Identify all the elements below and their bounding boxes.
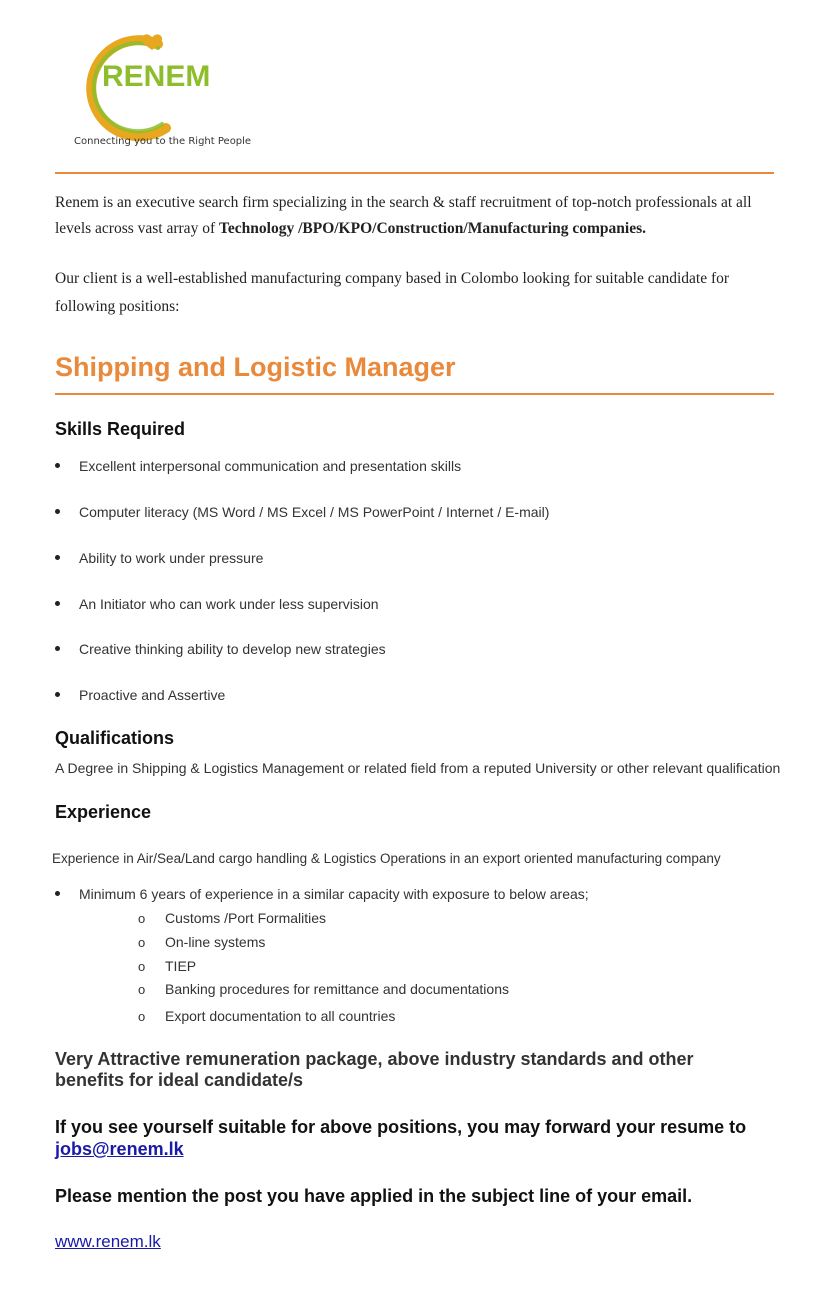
experience-text: Experience in Air/Sea/Land cargo handling & Logistics Operations in an export oriented manufacturing company [52, 851, 721, 866]
skill-text: Creative thinking ability to develop new strategies [79, 641, 386, 657]
apply-paragraph [55, 1116, 775, 1160]
bullet-icon [55, 555, 60, 560]
bullet-icon [55, 646, 60, 651]
renem-logo [70, 24, 260, 154]
job-title: Shipping and Logistic Manager [55, 352, 456, 382]
circle-bullet-icon: o [138, 911, 146, 926]
circle-bullet-icon: o [138, 959, 146, 974]
header-divider [55, 172, 774, 174]
title-divider [55, 393, 774, 395]
skill-text: An Initiator who can work under less supervision [79, 596, 379, 612]
bullet-icon [55, 463, 60, 468]
bullet-icon [55, 692, 60, 697]
intro-text: Renem is an executive search firm specializing in the search & staff recruitment of top-notch professionals at all levels across vast array of [55, 194, 752, 237]
mention-text: Please mention the post you have applied in the subject line of your email. [55, 1186, 693, 1206]
intro-paragraph [55, 190, 775, 242]
sub-item-text: Customs /Port Formalities [165, 910, 327, 926]
email-link[interactable]: jobs@renem.lk [55, 1139, 184, 1159]
circle-bullet-icon: o [138, 1009, 146, 1024]
website-link[interactable]: www.renem.lk [55, 1232, 161, 1251]
qualifications-heading: Qualifications [55, 728, 175, 748]
skill-text: Proactive and Assertive [79, 687, 226, 703]
sub-item-text: Export documentation to all countries [165, 1008, 396, 1024]
sub-item-text: TIEP [165, 958, 197, 974]
experience-heading: Experience [55, 802, 152, 822]
apply-text: If you see yourself suitable for above positions, you may forward your resume to [55, 1117, 747, 1137]
intro-industries: Technology /BPO/KPO/Construction/Manufacturing companies. [218, 220, 646, 237]
experience-bullet-text: Minimum 6 years of experience in a similar capacity with exposure to below areas; [79, 886, 589, 902]
bullet-icon [55, 891, 60, 896]
client-paragraph: Our client is a well-established manufacturing company based in Colombo looking for suitable candidate for following positions: [55, 270, 730, 315]
remuneration-text: Very Attractive remuneration package, above industry standards and other benefits for ideal candidate/s [55, 1049, 694, 1090]
qualifications-text: A Degree in Shipping & Logistics Management or related field from a reputed University or other relevant qualification [55, 760, 781, 776]
logo-wordmark: RENEM [102, 60, 211, 93]
skills-heading: Skills Required [55, 419, 186, 439]
circle-bullet-icon: o [138, 982, 146, 997]
skill-text: Computer literacy (MS Word / MS Excel / MS PowerPoint / Internet / E-mail) [79, 504, 550, 520]
sub-item-text: Banking procedures for remittance and documentations [165, 981, 509, 997]
circle-bullet-icon: o [138, 935, 146, 950]
bullet-icon [55, 509, 60, 514]
skill-text: Excellent interpersonal communication and presentation skills [79, 458, 462, 474]
sub-item-text: On-line systems [165, 934, 266, 950]
logo-tagline: Connecting you to the Right People [74, 136, 252, 147]
skill-text: Ability to work under pressure [79, 550, 264, 566]
bullet-icon [55, 601, 60, 606]
